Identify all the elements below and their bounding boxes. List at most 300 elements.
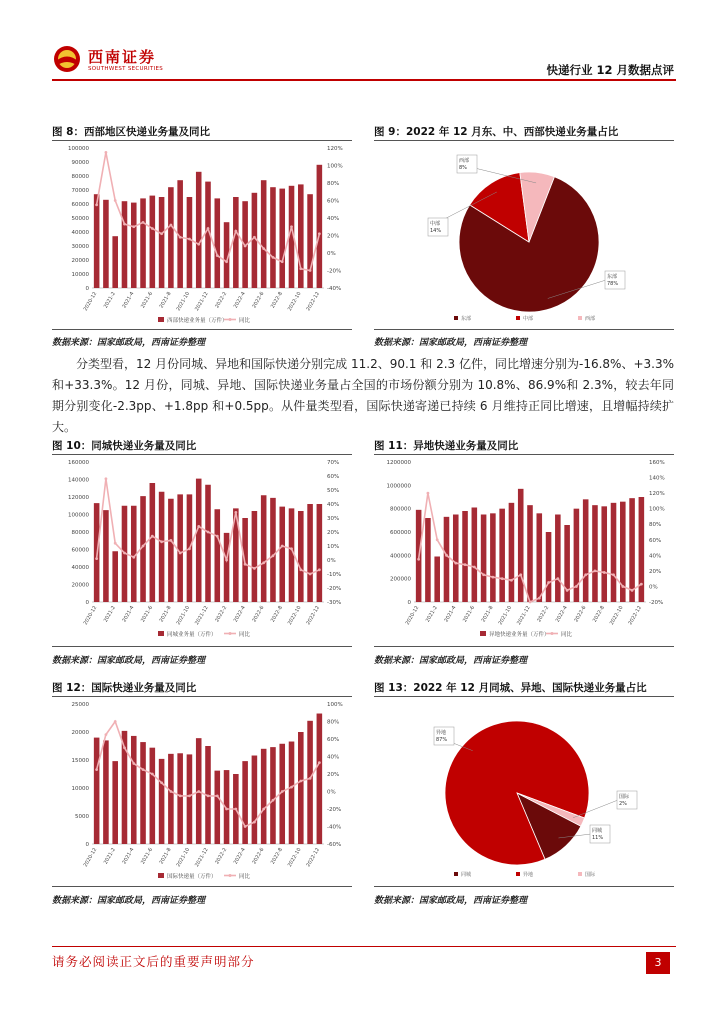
yoy-point — [445, 554, 448, 557]
figure-10-source: 数据来源：国家邮政局，西南证券整理 — [52, 656, 206, 666]
x-tick-label: 2021-6 — [139, 847, 155, 866]
x-tick-label: 2022-12 — [627, 605, 644, 627]
logo — [52, 44, 82, 74]
bar — [270, 187, 276, 288]
figure-11-rule — [374, 454, 674, 455]
yoy-point — [114, 720, 117, 723]
y-tick-label: 800000 — [390, 506, 411, 513]
figure-13-title: 图 13：2022 年 12 月同城、异地、国际快递业务量占比 — [374, 682, 647, 694]
figure-9-source: 数据来源：国家邮政局，西南证券整理 — [374, 338, 528, 348]
bar — [270, 498, 276, 602]
legend-bar-swatch — [158, 873, 164, 878]
logo-chinese: 西南证券 — [88, 48, 157, 66]
bar — [317, 165, 323, 288]
y-tick-label: 40000 — [71, 230, 89, 236]
yoy-point — [436, 538, 439, 541]
x-tick-label: 2022-8 — [591, 605, 606, 624]
bar — [499, 509, 505, 602]
legend-bar-label: 西部快递业务量（万件） — [167, 318, 228, 324]
legend-line-marker — [229, 874, 232, 877]
bar — [159, 492, 165, 602]
bar — [518, 489, 524, 602]
body-paragraph: 分类型看，12 月份同城、异地和国际快递分别完成 11.2、90.1 和 2.3 亿件，同比增速分别为-16.8%、+3.3%和+33.3%。12 月份，同城、异地、国际快递业务量占全国的市场份额分别为 10.8%、86.9%和 2.3%，较去年同期分别变化-2.3pp、+1.8pp 和+0.5pp。从件量类型看，国际快递寄递已持续 6 月维持正同比增速，且增幅持续扩大。 — [52, 357, 674, 434]
pie-label-value: 14% — [430, 228, 442, 234]
figure-11-title: 图 11：异地快递业务量及同比 — [374, 440, 519, 452]
x-tick-label: 2021-4 — [121, 291, 136, 310]
x-tick-label: 2022-12 — [305, 605, 322, 627]
y2-tick-label: 80% — [649, 522, 662, 529]
yoy-point — [318, 232, 321, 235]
x-tick-label: 2021-10 — [175, 291, 192, 313]
bar — [103, 740, 109, 844]
bar — [94, 194, 100, 288]
bar — [150, 196, 156, 288]
y2-tick-label: -20% — [327, 586, 342, 592]
legend-label: 异地 — [523, 872, 534, 878]
yoy-point — [501, 577, 504, 580]
figure-9-rule — [374, 140, 674, 141]
yoy-point — [160, 781, 163, 784]
y-tick-label: 100000 — [68, 146, 89, 152]
y2-tick-label: 20% — [327, 233, 340, 240]
bar — [131, 736, 137, 844]
bar — [168, 499, 174, 602]
x-tick-label: 2020-12 — [82, 605, 99, 627]
x-tick-label: 2021-12 — [194, 847, 210, 869]
yoy-point — [151, 535, 154, 538]
yoy-point — [290, 547, 293, 550]
figure-12-chart — [52, 698, 354, 884]
pie-label-name: 同城 — [592, 828, 603, 834]
y2-tick-label: 0% — [327, 558, 336, 564]
y-tick-label: 20000 — [71, 582, 89, 589]
bar — [224, 533, 230, 602]
yoy-point — [225, 559, 228, 562]
legend-line-marker — [551, 632, 554, 635]
x-tick-label: 2021-2 — [424, 605, 439, 624]
bar — [233, 197, 239, 288]
y-tick-label: 0 — [85, 286, 89, 292]
yoy-point — [631, 589, 634, 592]
bar — [131, 203, 137, 288]
y2-tick-label: 40% — [327, 502, 340, 508]
x-tick-label: 2021-8 — [158, 847, 173, 866]
y2-tick-label: -40% — [327, 824, 342, 831]
x-tick-label: 2021-2 — [102, 291, 117, 310]
bar — [444, 517, 450, 602]
pie-label-name: 异地 — [436, 730, 447, 736]
y2-tick-label: 30% — [327, 516, 340, 522]
pie-label-value: 87% — [436, 737, 448, 743]
yoy-point — [309, 269, 312, 272]
legend-swatch — [516, 316, 520, 320]
yoy-point — [114, 199, 117, 202]
legend-line-label: 同比 — [239, 632, 251, 638]
yoy-point — [427, 492, 430, 495]
x-tick-label: 2022-4 — [232, 291, 247, 310]
legend-swatch — [454, 316, 458, 320]
legend-label: 中部 — [523, 316, 534, 322]
bar — [279, 189, 285, 288]
yoy-point — [244, 825, 247, 828]
legend-label: 东部 — [461, 316, 472, 322]
yoy-point — [169, 790, 172, 793]
y-tick-label: 50000 — [71, 216, 89, 222]
legend-bar-swatch — [158, 317, 164, 322]
bar — [462, 511, 468, 602]
yoy-point — [207, 227, 210, 230]
yoy-point — [151, 773, 154, 776]
figure-10-chart — [52, 456, 354, 642]
yoy-point — [179, 236, 182, 239]
y2-tick-label: -30% — [327, 600, 342, 606]
bar — [425, 518, 431, 602]
y-tick-label: 10000 — [71, 272, 89, 278]
legend-bar-label: 国际快递量（万件） — [167, 874, 217, 880]
x-tick-label: 2021-8 — [158, 605, 173, 624]
yoy-point — [151, 227, 154, 230]
pie-label-name: 国际 — [619, 794, 630, 800]
legend-label: 国际 — [585, 872, 596, 878]
footer-disclaimer: 请务必阅读正文后的重要声明部分 — [52, 954, 255, 969]
pie-label-name: 东部 — [607, 274, 618, 280]
legend-line-label: 同比 — [561, 632, 573, 638]
y2-tick-label: 60% — [327, 474, 340, 480]
y2-tick-label: 0% — [649, 584, 658, 591]
y-tick-label: 80000 — [71, 530, 89, 536]
y2-tick-label: 100% — [649, 506, 665, 513]
y2-tick-label: -40% — [327, 286, 342, 292]
x-tick-label: 2022-10 — [608, 605, 625, 627]
yoy-point — [566, 589, 569, 592]
yoy-point — [272, 256, 275, 259]
pie-label-name: 中部 — [430, 221, 441, 227]
bar — [434, 557, 440, 603]
figure-12-title: 图 12：国际快递业务量及同比 — [52, 682, 197, 694]
legend-bar-swatch — [158, 631, 164, 636]
figure-8-source: 数据来源：国家邮政局，西南证券整理 — [52, 338, 206, 348]
bar — [546, 532, 552, 602]
y-tick-label: 400000 — [390, 553, 411, 560]
bar — [214, 771, 220, 844]
y2-tick-label: -20% — [327, 268, 342, 275]
legend-swatch — [578, 316, 582, 320]
y2-tick-label: 60% — [327, 737, 340, 743]
figure-9-chart — [374, 142, 676, 328]
y-tick-label: 160000 — [68, 460, 89, 466]
yoy-point — [491, 576, 494, 579]
yoy-point — [640, 583, 643, 586]
bar — [112, 551, 118, 602]
yoy-point — [197, 243, 200, 246]
yoy-point — [160, 232, 163, 235]
figure-11-chart — [374, 456, 676, 642]
y2-tick-label: 40% — [327, 216, 340, 222]
yoy-point — [234, 511, 237, 514]
bar — [298, 511, 304, 602]
yoy-point — [197, 525, 200, 528]
yoy-point — [309, 573, 312, 576]
y-tick-label: 20000 — [71, 730, 89, 736]
x-tick-label: 2021-4 — [443, 605, 458, 624]
figure-13-source-rule — [374, 886, 674, 887]
bar — [527, 505, 533, 602]
yoy-point — [262, 808, 265, 811]
bar — [307, 194, 313, 288]
x-tick-label: 2022-10 — [286, 847, 303, 869]
yoy-point — [132, 225, 135, 228]
y2-tick-label: 60% — [327, 198, 340, 205]
x-tick-label: 2021-8 — [480, 605, 495, 624]
bar — [555, 515, 561, 603]
yoy-point — [160, 540, 163, 543]
x-tick-label: 2022-10 — [286, 605, 303, 627]
bar — [187, 197, 193, 288]
y-tick-label: 120000 — [68, 495, 89, 501]
bar — [307, 504, 313, 602]
yoy-point — [123, 223, 126, 226]
yoy-point — [216, 254, 219, 257]
yoy-point — [281, 790, 284, 793]
yoy-point — [142, 768, 145, 771]
x-tick-label: 2021-6 — [461, 605, 477, 624]
yoy-point — [510, 579, 513, 582]
bar — [196, 479, 202, 602]
yoy-point — [519, 573, 522, 576]
y-tick-label: 30000 — [71, 244, 89, 250]
legend-label: 西部 — [585, 316, 596, 322]
figure-13-chart — [374, 698, 676, 884]
y-tick-label: 140000 — [68, 477, 89, 484]
yoy-point — [179, 552, 182, 555]
bar — [122, 201, 128, 288]
yoy-point — [538, 597, 541, 600]
x-tick-label: 2022-2 — [214, 291, 229, 310]
bar — [150, 483, 156, 602]
yoy-point — [272, 554, 275, 557]
yoy-point — [556, 577, 559, 580]
y2-tick-label: 50% — [327, 488, 340, 494]
x-tick-label: 2020-12 — [82, 847, 99, 869]
y2-tick-label: 60% — [649, 537, 662, 544]
y-tick-label: 1000000 — [386, 483, 411, 490]
y-tick-label: 200000 — [390, 576, 411, 583]
x-tick-label: 2021-12 — [516, 605, 532, 627]
y-tick-label: 0 — [407, 600, 411, 606]
yoy-point — [95, 557, 98, 560]
x-tick-label: 2021-8 — [158, 291, 173, 310]
yoy-point — [281, 260, 284, 263]
logo-english: SOUTHWEST SECURITIES — [88, 66, 164, 72]
y2-tick-label: -60% — [327, 842, 342, 848]
x-tick-label: 2022-6 — [251, 605, 266, 624]
bar — [298, 184, 304, 288]
x-tick-label: 2021-12 — [194, 291, 210, 313]
yoy-point — [482, 573, 485, 576]
yoy-point — [216, 794, 219, 797]
yoy-point — [417, 558, 420, 561]
bar — [252, 511, 258, 602]
yoy-point — [234, 230, 237, 233]
yoy-point — [309, 777, 312, 780]
yoy-point — [105, 733, 108, 736]
y-tick-label: 0 — [85, 842, 89, 848]
y2-tick-label: 0% — [327, 251, 336, 257]
y-tick-label: 60000 — [71, 547, 89, 554]
x-tick-label: 2022-12 — [305, 291, 322, 313]
x-tick-label: 2022-2 — [214, 605, 229, 624]
yoy-point — [95, 203, 98, 206]
yoy-point — [575, 585, 578, 588]
bar — [592, 505, 598, 602]
figure-13-source: 数据来源：国家邮政局，西南证券整理 — [374, 896, 528, 906]
x-tick-label: 2022-4 — [232, 847, 247, 866]
legend-line-marker — [229, 318, 232, 321]
yoy-point — [207, 531, 210, 534]
yoy-point — [464, 563, 467, 566]
yoy-point — [290, 225, 293, 228]
bar — [168, 187, 174, 288]
bar — [629, 498, 635, 602]
yoy-point — [547, 581, 550, 584]
yoy-point — [621, 585, 624, 588]
x-tick-label: 2022-8 — [269, 847, 284, 866]
bar — [481, 515, 487, 603]
yoy-point — [529, 601, 532, 604]
pie-label-value: 78% — [607, 281, 619, 287]
x-tick-label: 2022-8 — [269, 605, 284, 624]
yoy-point — [244, 245, 247, 248]
x-tick-label: 2022-6 — [573, 605, 588, 624]
x-tick-label: 2021-6 — [139, 605, 155, 624]
y-tick-label: 40000 — [71, 565, 89, 571]
figure-12-source: 数据来源：国家邮政局，西南证券整理 — [52, 896, 206, 906]
y2-tick-label: -10% — [327, 572, 342, 578]
bar — [214, 509, 220, 602]
bar — [453, 515, 459, 603]
y-tick-label: 5000 — [75, 814, 89, 820]
bar — [261, 749, 267, 844]
bar — [252, 756, 258, 844]
figure-10-rule — [52, 454, 352, 455]
y-tick-label: 100000 — [68, 512, 89, 519]
x-tick-label: 2021-6 — [139, 291, 155, 310]
yoy-point — [188, 547, 191, 550]
figure-8-rule — [52, 140, 352, 141]
x-tick-label: 2022-6 — [251, 847, 266, 866]
x-tick-label: 2022-12 — [305, 847, 322, 869]
yoy-point — [253, 236, 256, 239]
x-tick-label: 2021-2 — [102, 605, 117, 624]
legend-bar-swatch — [480, 631, 486, 636]
bar — [509, 503, 515, 602]
legend-line-label: 同比 — [239, 318, 251, 324]
y2-tick-label: 20% — [327, 772, 340, 778]
yoy-point — [253, 567, 256, 570]
legend-bar-label: 异地快递业务量（万件） — [489, 632, 550, 638]
bar — [150, 748, 156, 844]
y2-tick-label: -20% — [327, 807, 342, 813]
yoy-point — [454, 562, 457, 565]
figure-8-chart — [52, 142, 354, 328]
footer-rule — [52, 946, 676, 947]
bar — [177, 494, 183, 602]
yoy-point — [253, 821, 256, 824]
y2-tick-label: 100% — [327, 702, 343, 708]
figure-13-rule — [374, 696, 674, 697]
yoy-point — [188, 794, 191, 797]
yoy-point — [179, 794, 182, 797]
yoy-point — [197, 790, 200, 793]
x-tick-label: 2021-4 — [121, 847, 136, 866]
x-tick-label: 2022-2 — [214, 847, 229, 866]
x-tick-label: 2020-12 — [82, 291, 99, 313]
pie-label-name: 西部 — [459, 158, 470, 164]
bar — [205, 485, 211, 602]
yoy-point — [272, 799, 275, 802]
yoy-point — [473, 566, 476, 569]
x-tick-label: 2022-6 — [251, 291, 266, 310]
y-tick-label: 15000 — [71, 758, 89, 764]
yoy-point — [244, 563, 247, 566]
x-tick-label: 2022-8 — [269, 291, 284, 310]
bar — [242, 761, 248, 844]
figure-9-source-rule — [374, 329, 674, 330]
yoy-point — [169, 224, 172, 227]
yoy-point — [123, 552, 126, 555]
yoy-point — [123, 746, 126, 749]
yoy-point — [225, 808, 228, 811]
y2-tick-label: 70% — [327, 460, 340, 466]
bar — [140, 198, 146, 288]
figure-10-title: 图 10：同城快递业务量及同比 — [52, 440, 197, 452]
yoy-point — [234, 808, 237, 811]
bar — [611, 503, 617, 602]
legend-swatch — [454, 872, 458, 876]
yoy-point — [169, 539, 172, 542]
figure-11-source: 数据来源：国家邮政局，西南证券整理 — [374, 656, 528, 666]
y-tick-label: 600000 — [390, 530, 411, 536]
bar — [317, 714, 323, 844]
bar — [159, 759, 165, 844]
figure-9-title: 图 9：2022 年 12 月东、中、西部快递业务量占比 — [374, 126, 619, 138]
yoy-point — [594, 569, 597, 572]
yoy-point — [216, 535, 219, 538]
y-tick-label: 25000 — [71, 702, 89, 708]
yoy-point — [299, 267, 302, 270]
y-tick-label: 20000 — [71, 258, 89, 264]
legend-swatch — [516, 872, 520, 876]
yoy-point — [584, 573, 587, 576]
yoy-point — [188, 238, 191, 241]
page-number-badge — [646, 952, 670, 974]
y-tick-label: 80000 — [71, 174, 89, 180]
y-tick-label: 60000 — [71, 202, 89, 208]
bar — [94, 738, 100, 844]
bar — [214, 198, 220, 288]
x-tick-label: 2021-10 — [175, 605, 192, 627]
bar — [261, 495, 267, 602]
yoy-point — [142, 221, 145, 224]
bar — [112, 236, 118, 288]
yoy-point — [318, 761, 321, 764]
bar — [187, 754, 193, 844]
bar — [168, 754, 174, 844]
bar — [196, 172, 202, 288]
x-tick-label: 2021-4 — [121, 605, 136, 624]
y2-tick-label: 80% — [327, 719, 340, 726]
bar — [103, 510, 109, 602]
